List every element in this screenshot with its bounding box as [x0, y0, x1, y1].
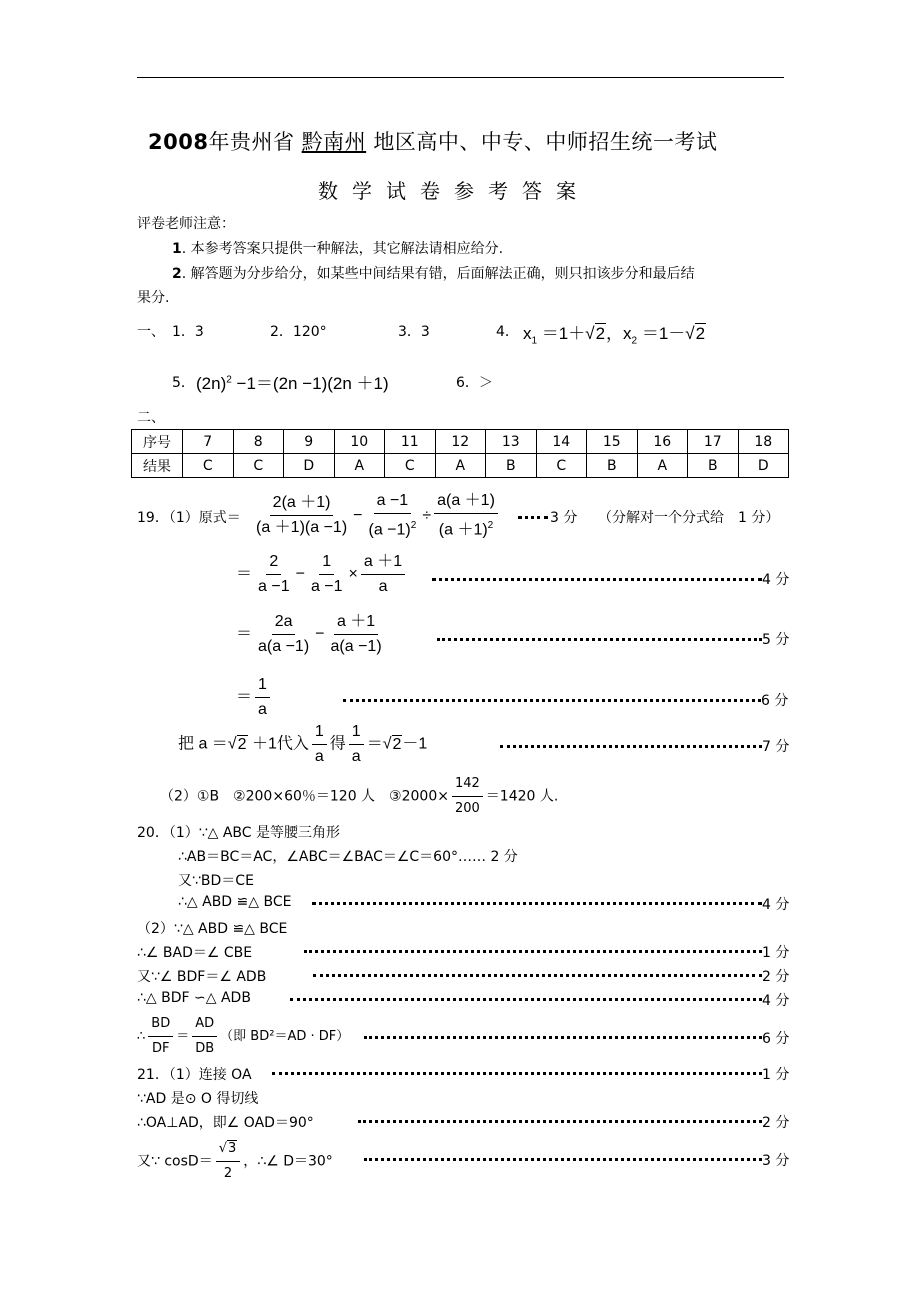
- page-subtitle: 数学试卷参考答案: [318, 179, 590, 203]
- title-suffix: 地区高中、中专、中师招生统一考试: [373, 130, 718, 154]
- answer-5-num: 5．: [172, 375, 195, 391]
- q20-frac1-den: DF: [152, 1041, 170, 1056]
- table-cell: C: [536, 454, 587, 478]
- q20-line9: ∴ $\frac{BD}{DF}$ ＝ $\frac{AD}{DB}$ （即 BD²＝AD · DF）: [137, 1016, 350, 1056]
- q20-frac1-num: BD: [148, 1015, 173, 1037]
- table-cell: 13: [486, 430, 537, 454]
- leader-dots: [500, 745, 762, 748]
- row-head-number: 序号: [132, 430, 183, 454]
- table-cell: A: [435, 454, 486, 478]
- leader-dots: [364, 1158, 762, 1161]
- q20-line2: ∴AB＝BC＝AC，∠ABC＝∠BAC＝∠C＝60°…… 2 分: [178, 849, 518, 865]
- q20-line5: （2）∵△ ABD ≌△ BCE: [137, 921, 288, 937]
- q19-label: 19．（1）原式＝: [137, 510, 241, 526]
- q19-expr3: ＝ $\frac{2a}{a(a -1)}$ − $\frac{a +1}{a(a -1)}$: [236, 613, 382, 655]
- table-cell: 17: [688, 430, 739, 454]
- q19-sub-text2: 代入: [276, 735, 309, 753]
- q19-sub-text3: 得: [329, 735, 346, 753]
- q21-line4-post: ，∴∠ D＝30°: [243, 1153, 333, 1170]
- table-cell: D: [284, 454, 335, 478]
- leader-dots: [312, 902, 762, 905]
- q19-note1: （分解对一个分式给 1 分）: [598, 510, 780, 526]
- table-cell: 18: [738, 430, 789, 454]
- table-cell: B: [486, 454, 537, 478]
- q20-score7: 2 分: [762, 969, 790, 985]
- q20-therefore: ∴: [137, 1029, 146, 1044]
- q20-score4: 4 分: [762, 897, 790, 913]
- table-cell: B: [587, 454, 638, 478]
- table-row-results: [132, 454, 789, 478]
- q19-score5: 7 分: [762, 739, 790, 755]
- table-cell: 7: [183, 430, 234, 454]
- leader-dots: [343, 699, 761, 702]
- q19-expr4: ＝ $\frac{1}{a}$: [236, 676, 273, 719]
- q20-line4: ∴△ ABD ≌△ BCE: [178, 894, 292, 910]
- answer-4-formula: $x_1 =1+√2$，$x_2 =1-√2$: [523, 324, 706, 347]
- table-cell: C: [183, 454, 234, 478]
- table-cell: 16: [637, 430, 688, 454]
- page-title: [148, 126, 717, 156]
- q21-score4: 3 分: [762, 1153, 790, 1169]
- q21-line4-pre: 又∵ cosD＝: [137, 1153, 213, 1170]
- q20-line9-post: （即 BD²＝AD · DF）: [220, 1029, 350, 1044]
- table-cell: 15: [587, 430, 638, 454]
- note-1-num: 1: [172, 241, 182, 257]
- q19-part2-b: ＝1420 人.: [485, 788, 559, 805]
- q19-score2: 4 分: [762, 572, 790, 588]
- q20-line3: 又∵BD＝CE: [178, 873, 254, 889]
- answer-5-formula: $(2n)^2 -1=(2n -1)(2n +1)$: [196, 374, 389, 393]
- q19-expr1: $\frac{2(a +1)}{(a +1)(a -1)}$ − $\frac{a -1}{(a -1)^2}$ ÷ $\frac{a(a +1)}{(a +1)^2}$: [250, 492, 501, 539]
- title-region: 黔南州: [301, 130, 367, 154]
- q19-substitution: 把 a ＝√2 ＋1代入 $\frac{1}{a}$ 得 $\frac{1}{a}$ ＝√2－1: [178, 723, 428, 765]
- q20-score6: 1 分: [762, 945, 790, 961]
- q21-line4: 又∵ cosD＝ $\frac{√3}{2}$ ，∴∠ D＝30°: [137, 1141, 333, 1181]
- q21-line1: 21．（1）连接 OA: [137, 1067, 252, 1083]
- q19-part2-a: （2）①B ②200×60％＝120 人 ③2000×: [160, 788, 449, 805]
- q19-frac-den: 200: [454, 801, 480, 816]
- leader-dots: [437, 638, 762, 641]
- q20-line8: ∴△ BDF ∽△ ADB: [137, 990, 251, 1006]
- row-head-result: 结果: [132, 454, 183, 478]
- part2-label: 二、: [137, 410, 165, 426]
- q20-frac2-den: DB: [195, 1041, 215, 1056]
- q19-frac-num: 142: [452, 775, 483, 797]
- q21-score3: 2 分: [762, 1115, 790, 1131]
- note-2-num: 2: [172, 266, 182, 282]
- leader-dots: [272, 1072, 762, 1075]
- answer-table: [131, 429, 789, 478]
- q21-line3: ∴OA⊥AD，即∠ OAD＝90°: [137, 1115, 314, 1131]
- table-cell: B: [688, 454, 739, 478]
- table-cell: 8: [233, 430, 284, 454]
- title-prefix: 年贵州省: [208, 130, 295, 154]
- q20-frac2-num: AD: [192, 1015, 217, 1037]
- table-cell: 14: [536, 430, 587, 454]
- q20-line6: ∴∠ BAD＝∠ CBE: [137, 945, 253, 961]
- table-cell: C: [233, 454, 284, 478]
- note-2-cont: 果分.: [137, 290, 170, 306]
- answer-2: 2．120°: [270, 324, 327, 340]
- q20-line1: 20．（1）∵△ ABC 是等腰三角形: [137, 825, 341, 841]
- answer-1: 1．3: [172, 324, 204, 340]
- q19-part2: [160, 775, 558, 818]
- top-rule: [137, 77, 784, 78]
- notes-label: 评卷老师注意：: [137, 216, 235, 232]
- q19-expr2: ＝ $\frac{2}{a -1}$ − $\frac{1}{a -1}$ × $\frac{a +1}{a}$: [236, 553, 408, 596]
- q21-line2: ∵AD 是⊙ O 得切线: [137, 1091, 259, 1107]
- leader-dots: [304, 950, 762, 953]
- answer-4-num: 4．: [496, 324, 519, 340]
- table-cell: 12: [435, 430, 486, 454]
- leader-dots: [358, 1120, 762, 1123]
- q19-score1: 3 分: [550, 510, 578, 526]
- note-1-text: . 本参考答案只提供一种解法，其它解法请相应给分.: [181, 241, 504, 257]
- table-cell: 9: [284, 430, 335, 454]
- answer-6: 6．＞: [456, 375, 493, 391]
- table-cell: C: [385, 454, 436, 478]
- q20-line7: 又∵∠ BDF＝∠ ADB: [137, 969, 267, 985]
- table-cell: D: [738, 454, 789, 478]
- title-year: 2008: [148, 130, 209, 154]
- q19-score4: 6 分: [761, 693, 789, 709]
- leader-dots: [364, 1036, 762, 1039]
- table-cell: A: [637, 454, 688, 478]
- table-cell: 10: [334, 430, 385, 454]
- leader-dots: [432, 578, 762, 581]
- leader-dots: [518, 516, 548, 519]
- table-cell: 11: [385, 430, 436, 454]
- answer-3: 3．3: [398, 324, 430, 340]
- table-row-numbers: [132, 430, 789, 454]
- note-2: [172, 263, 695, 283]
- note-1: [172, 238, 503, 258]
- part1-label: 一、: [137, 324, 165, 340]
- table-cell: A: [334, 454, 385, 478]
- q19-sub-text1: 把: [178, 735, 195, 753]
- note-2-text: . 解答题为分步给分，如某些中间结果有错，后面解法正确，则只扣该步分和最后结: [181, 266, 695, 282]
- q20-score8: 4 分: [762, 993, 790, 1009]
- leader-dots: [313, 974, 762, 977]
- q19-score3: 5 分: [762, 632, 790, 648]
- leader-dots: [290, 998, 762, 1001]
- q20-score9: 6 分: [762, 1031, 790, 1047]
- q21-score1: 1 分: [762, 1067, 790, 1083]
